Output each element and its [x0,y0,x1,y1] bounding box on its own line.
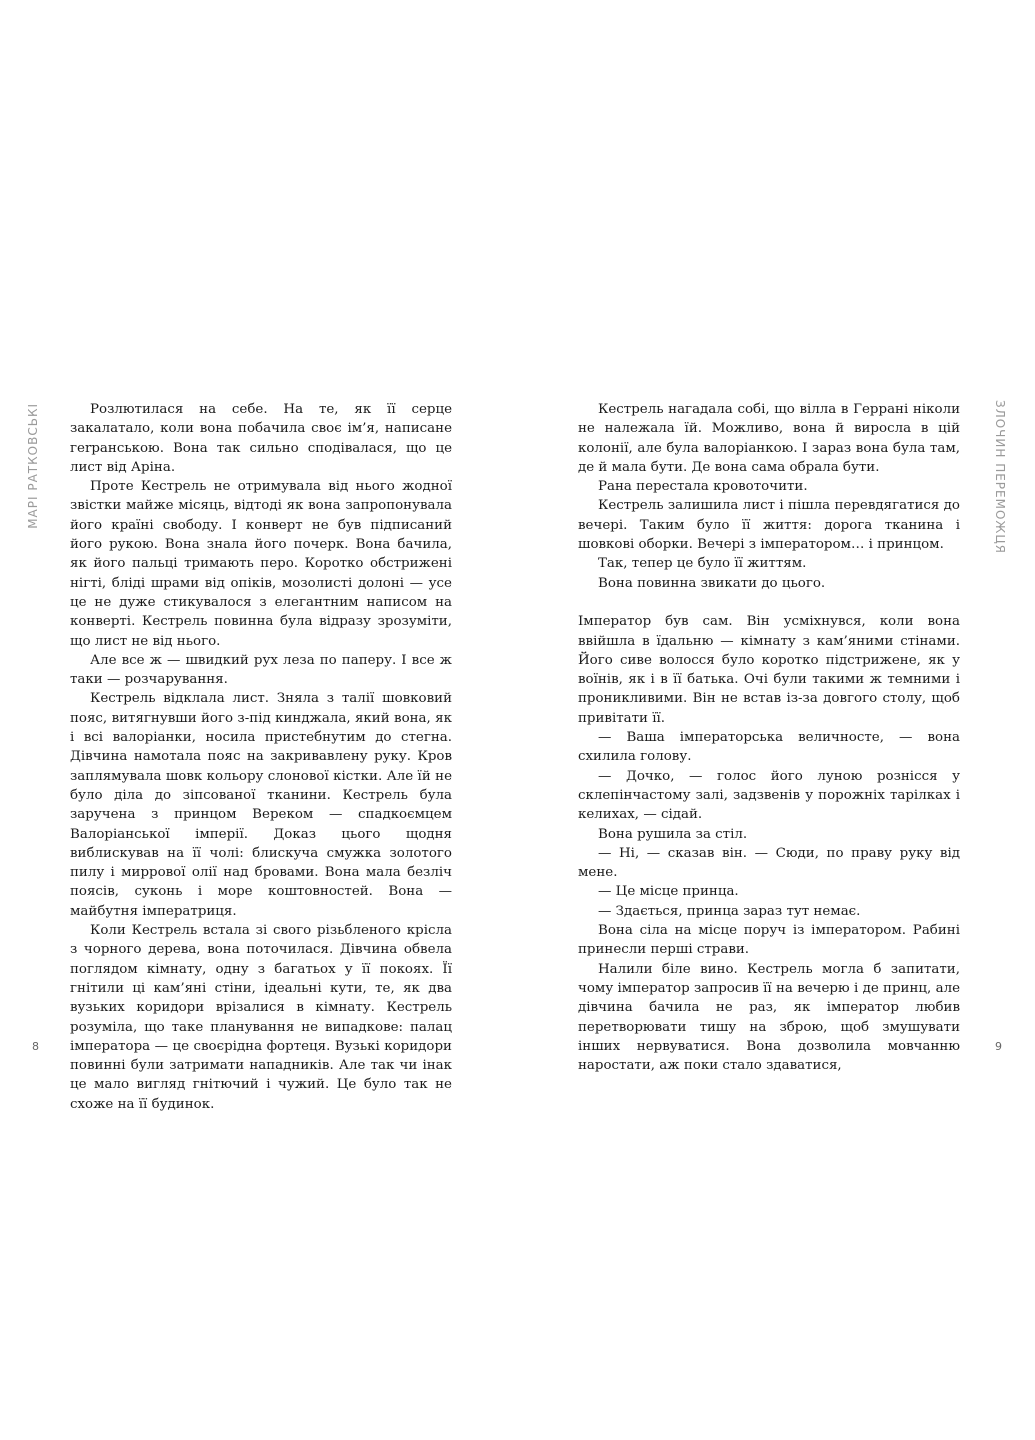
running-head-author: МАРІ РАТКОВСЬКІ [26,403,40,529]
paragraph: Вона сіла на місце поруч із імператором. Рабині принесли перші страви. [578,923,960,958]
right-page-text [578,400,960,1075]
paragraph: — Ваша імператорська величносте, — вона схилила голову. [578,730,960,765]
paragraph: Проте Кестрель не отримувала від нього жодної звістки майже місяць, відтоді як вона запропонувала його країні свободу. І конверт не був підписаний його рукою. Вона знала його почерк. Вона бачила, як його пальці тримають перо. Коротко обстрижені нігті, бліді шрами від опіків, мозолисті долоні — усе це не дуже стикувалося з елегантним написом на конверті. Кестрель повинна була відразу зрозуміти, що лист не від нього. [70,479,452,649]
paragraph: Так, тепер це було її життям. [598,556,807,572]
paragraph: Кестрель відклала лист. Зняла з талії шовковий пояс, витягнувши його з-під кинджала, який вона, як і всі валоріанки, носила пристебнутим до стегна. Дівчина намотала пояс на закривавлену руку. Кров заплямувала шовк кольору слонової кістки. Але їй не було діла до зіпсованої тканини. Кестрель була заручена з принцом Вереком — спадкоємцем Валоріанської імперії. Доказ цього щодня виблискував на її чолі: блискуча смужка золотого пилу і миррової олії над бровами. Вона мала безліч поясів, суконь і море коштовностей. Вона — майбутня імператриця. [70,691,452,919]
paragraph: Вона рушила за стіл. [598,826,748,842]
paragraph: Розлютилася на себе. На те, як її серце закалатало, коли вона побачила своє ім’я, написане гerранською. Вона так сильно сподівалася, що це лист від Аріна. [70,402,452,475]
paragraph: Кестрель нагадала собі, що вілла в Геррані ніколи не належала їй. Можливо, вона й виросла в цій колонії, але була валоріанкою. І зараз вона була там, де й мала бути. Де вона сама обрала бути. [578,402,960,475]
running-head-title: ЗЛОЧИН ПЕРЕМОЖЦЯ [993,400,1007,555]
paragraph: — Ні, — сказав він. — Сюди, по праву руку від мене. [578,845,960,881]
paragraph: — Здається, принца зараз тут немає. [598,903,861,919]
section-opening-paragraph: Імператор був сам. Він усміхнувся, коли вона ввійшла в їдальню — кімнату з кам’яними стінами. Його сиве волосся було коротко підстрижене, як у воїнів, як і в її батька. Очі були такими ж темними і проникливими. Він не встав із-за довгого столу, щоб привітати її. [578,614,960,726]
paragraph: Налили біле вино. Кестрель могла б запитати, чому імператор запросив її на вечерю і де принц, але дівчина бачила не раз, як імператор любив перетворювати тишу на зброю, щоб змушувати інших нервуватися. Вона дозволила мовчанню наростати, аж поки стало здаватися, [578,961,960,1074]
paragraph: Рана перестала кровоточити. [598,479,808,495]
paragraph: — Дочко, — голос його луною розніcся у склепінчастому залі, задзвенів у порожніх тарілках і келихах, — сідай. [578,768,960,823]
left-page-text [70,400,452,1114]
left-page [0,0,517,1440]
page-number: 8 [32,1040,39,1053]
paragraph: Кестрель залишила лист і пішла перевдягатися до вечері. Таким було її життя: дорога тканина і шовкові оборки. Вечері з імператором… і принцом. [578,498,960,553]
page-number: 9 [995,1040,1002,1053]
paragraph: Але все ж — швидкий рух леза по паперу. І все ж таки — розчарування. [70,652,452,688]
paragraph: Коли Кестрель встала зі свого різьбленого крісла з чорного дерева, вона поточилася. Дівчина обвела поглядом кімнату, одну з багатьох у її покоях. Її гнітили ці кам’яні стіни, ідеальні кути, те, як два вузьких коридори врізалися в кімнату. Кестрель розуміла, що таке планування не випадкове: палац імператора — це своєрідна фортеця. Вузькі коридори повинні були затримати нападників. Але так чи інак це мало вигляд гнітючий і чужий. Це було так не схоже на її будинок. [70,923,452,1112]
right-page [518,0,1035,1440]
paragraph: Вона повинна звикати до цього. [598,575,826,591]
paragraph: — Це місце принца. [598,884,739,900]
